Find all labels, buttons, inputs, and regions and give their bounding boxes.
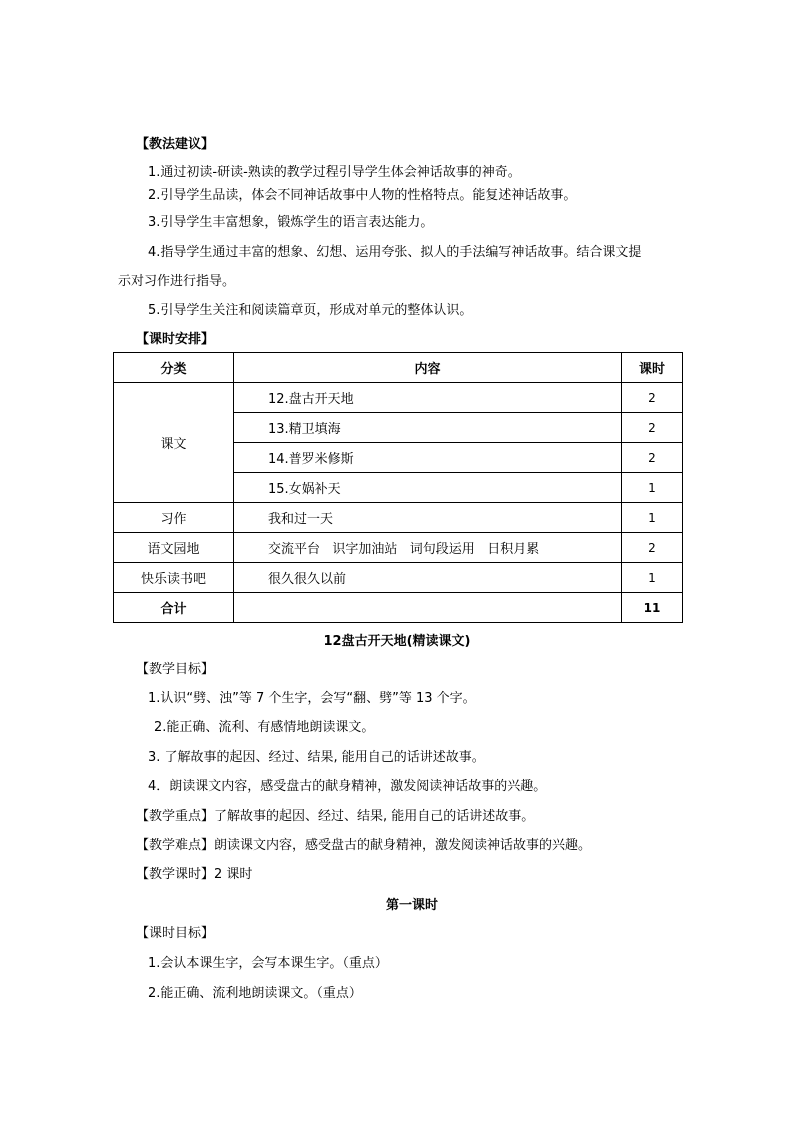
header-hours: 课时 (622, 353, 683, 383)
content-cell: 我和过一天 (234, 503, 622, 533)
hours-cell: 1 (622, 473, 683, 503)
table-total-row (114, 593, 683, 623)
key-point-text: 了解故事的起因、经过、结果, 能用自己的话讲述故事。 (214, 809, 535, 824)
table-row (114, 503, 683, 533)
period-goal-1: 1.会认本课生字，会写本课生字。（重点） (148, 956, 388, 971)
suggestion-item-4: 4.指导学生通过丰富的想象、幻想、运用夸张、拟人的手法编写神话故事。结合课文提 (148, 245, 642, 260)
suggestion-item-1: 1.通过初读-研读-熟读的教学过程引导学生体会神话故事的神奇。 (148, 165, 521, 180)
teaching-goal-1: 1.认识“劈、浊”等 7 个生字，会写“翻、劈”等 13 个字。 (148, 691, 476, 706)
lesson-title: 12盘古开天地(精读课文) (323, 634, 471, 649)
teaching-hours-text: 2 课时 (214, 867, 253, 882)
difficulty (136, 838, 591, 854)
header-content: 内容 (234, 353, 622, 383)
total-hours: 11 (622, 593, 683, 623)
content-cell: 15.女娲补天 (234, 473, 622, 503)
content-cell: 13.精卫填海 (234, 413, 622, 443)
schedule-heading: 【课时安排】 (136, 332, 215, 347)
suggestion-item-5: 5.引导学生关注和阅读篇章页，形成对单元的整体认识。 (148, 303, 473, 318)
content-cell: 很久很久以前 (234, 563, 622, 593)
teaching-goal-4: 4．朗读课文内容，感受盘古的献身精神，激发阅读神话故事的兴趣。 (148, 779, 547, 794)
category-cell: 语文园地 (114, 533, 234, 563)
header-category: 分类 (114, 353, 234, 383)
hours-cell: 2 (622, 443, 683, 473)
content-cell: 12.盘古开天地 (234, 383, 622, 413)
suggestion-item-2: 2.引导学生品读，体会不同神话故事中人物的性格特点。能复述神话故事。 (148, 188, 577, 203)
difficulty-text: 朗读课文内容，感受盘古的献身精神，激发阅读神话故事的兴趣。 (214, 838, 592, 853)
category-cell: 习作 (114, 503, 234, 533)
first-period-title: 第一课时 (385, 898, 438, 913)
content-cell: 交流平台 识字加油站 词句段运用 日积月累 (234, 533, 622, 563)
suggestion-item-3: 3.引导学生丰富想象，锻炼学生的语言表达能力。 (148, 215, 434, 230)
hours-cell: 2 (622, 383, 683, 413)
period-goals-heading: 【课时目标】 (136, 926, 215, 941)
category-cell: 课文 (114, 383, 234, 503)
total-label: 合计 (114, 593, 234, 623)
teaching-hours (136, 867, 252, 883)
table-header-row (114, 353, 683, 383)
period-goal-2: 2.能正确、流利地朗读课文。（重点） (148, 986, 362, 1001)
teaching-goal-2: 2.能正确、流利、有感情地朗读课文。 (154, 720, 375, 735)
hours-cell: 1 (622, 563, 683, 593)
table-row (114, 563, 683, 593)
content-cell: 14.普罗米修斯 (234, 443, 622, 473)
hours-cell: 2 (622, 533, 683, 563)
teaching-goal-3: 3. 了解故事的起因、经过、结果, 能用自己的话讲述故事。 (148, 750, 485, 765)
key-point-label: 【教学重点】 (136, 809, 215, 824)
total-content (234, 593, 622, 623)
schedule-table (113, 352, 683, 623)
key-point (136, 809, 534, 825)
hours-cell: 2 (622, 413, 683, 443)
hours-cell: 1 (622, 503, 683, 533)
category-cell: 快乐读书吧 (114, 563, 234, 593)
teaching-hours-label: 【教学课时】 (136, 867, 215, 882)
teaching-goals-heading: 【教学目标】 (136, 662, 215, 677)
difficulty-label: 【教学难点】 (136, 838, 215, 853)
table-row (114, 533, 683, 563)
suggestion-item-4-cont: 示对习作进行指导。 (118, 274, 236, 289)
teaching-suggestions-heading: 【教法建议】 (136, 137, 215, 152)
table-row (114, 383, 683, 413)
